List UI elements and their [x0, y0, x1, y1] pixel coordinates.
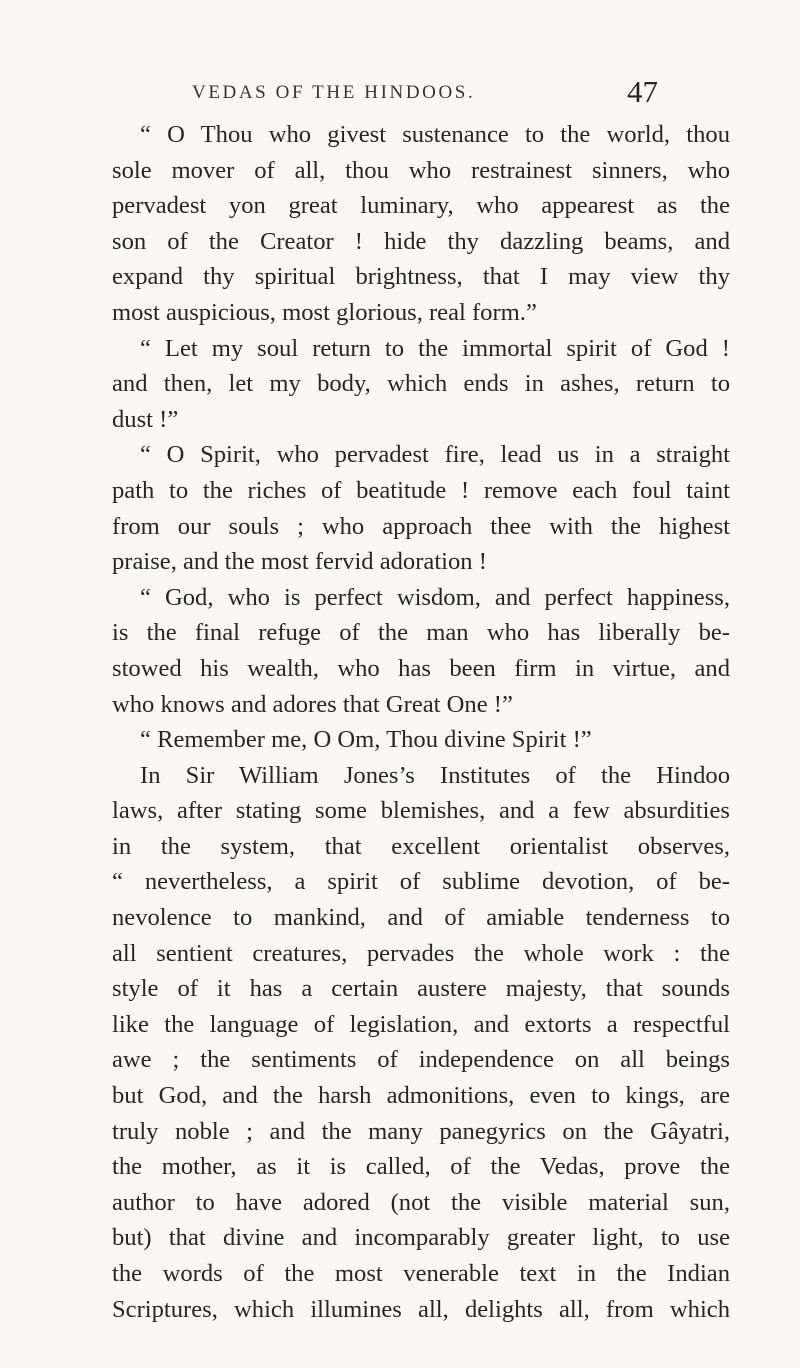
text-line: who knows and adores that Great One !” [112, 690, 513, 718]
text-line: stowed his wealth, who has been firm in virtue, and [112, 654, 730, 682]
text-line: pervadest yon great luminary, who appearest as the [112, 192, 730, 220]
text-line: most auspicious, most glorious, real form.” [112, 298, 537, 326]
body-text [112, 117, 730, 1327]
text-line: but) that divine and incomparably greater light, to use [112, 1224, 730, 1252]
running-title: VEDAS OF THE HINDOOS. [192, 82, 476, 103]
text-line: expand thy spiritual brightness, that I may view thy [112, 263, 730, 291]
text-line: “ O Spirit, who pervadest fire, lead us in a straight [140, 441, 730, 469]
text-line: but God, and the harsh admonitions, even to kings, are [112, 1082, 730, 1110]
text-line: in the system, that excellent orientalist observes, [112, 832, 730, 860]
text-line: style of it has a certain austere majesty, that sounds [112, 975, 730, 1003]
text-line: all sentient creatures, pervades the whole work : the [112, 939, 730, 967]
text-line: is the final refuge of the man who has liberally be- [112, 619, 730, 647]
page-number: 47 [627, 74, 658, 109]
running-header [0, 74, 800, 114]
text-line: from our souls ; who approach thee with the highest [112, 512, 730, 540]
text-line: and then, let my body, which ends in ashes, return to [112, 370, 730, 398]
text-line: the words of the most venerable text in the Indian [112, 1260, 730, 1287]
text-line: praise, and the most fervid adoration ! [112, 548, 487, 576]
text-line: Scriptures, which illumines all, delights all, from which [112, 1295, 730, 1323]
text-line: author to have adored (not the visible material sun, [112, 1188, 730, 1216]
text-line: awe ; the sentiments of independence on all beings [112, 1046, 730, 1074]
text-line: path to the riches of beatitude ! remove each foul taint [112, 476, 730, 504]
text-line: “ God, who is perfect wisdom, and perfect happiness, [140, 583, 730, 611]
text-line: the mother, as it is called, of the Vedas, prove the [112, 1153, 730, 1181]
text-line: nevolence to mankind, and of amiable tenderness to [112, 904, 730, 932]
text-line: like the language of legislation, and extorts a respectful [112, 1010, 730, 1038]
text-line: truly noble ; and the many panegyrics on the Gâyatri, [112, 1117, 730, 1145]
text-line: “ O Thou who givest sustenance to the world, thou [140, 121, 730, 148]
text-line: son of the Creator ! hide thy dazzling beams, and [112, 227, 730, 255]
text-line: “ nevertheless, a spirit of sublime devotion, of be- [112, 868, 730, 896]
text-line: “ Let my soul return to the immortal spirit of God ! [140, 334, 730, 362]
text-line: dust !” [112, 405, 179, 433]
text-line: “ Remember me, O Om, Thou divine Spirit !” [140, 726, 592, 754]
text-line: sole mover of all, thou who restrainest sinners, who [112, 156, 730, 184]
text-line: In Sir William Jones’s Institutes of the Hindoo [140, 761, 730, 789]
text-line: laws, after stating some blemishes, and a few absurdities [112, 797, 730, 825]
